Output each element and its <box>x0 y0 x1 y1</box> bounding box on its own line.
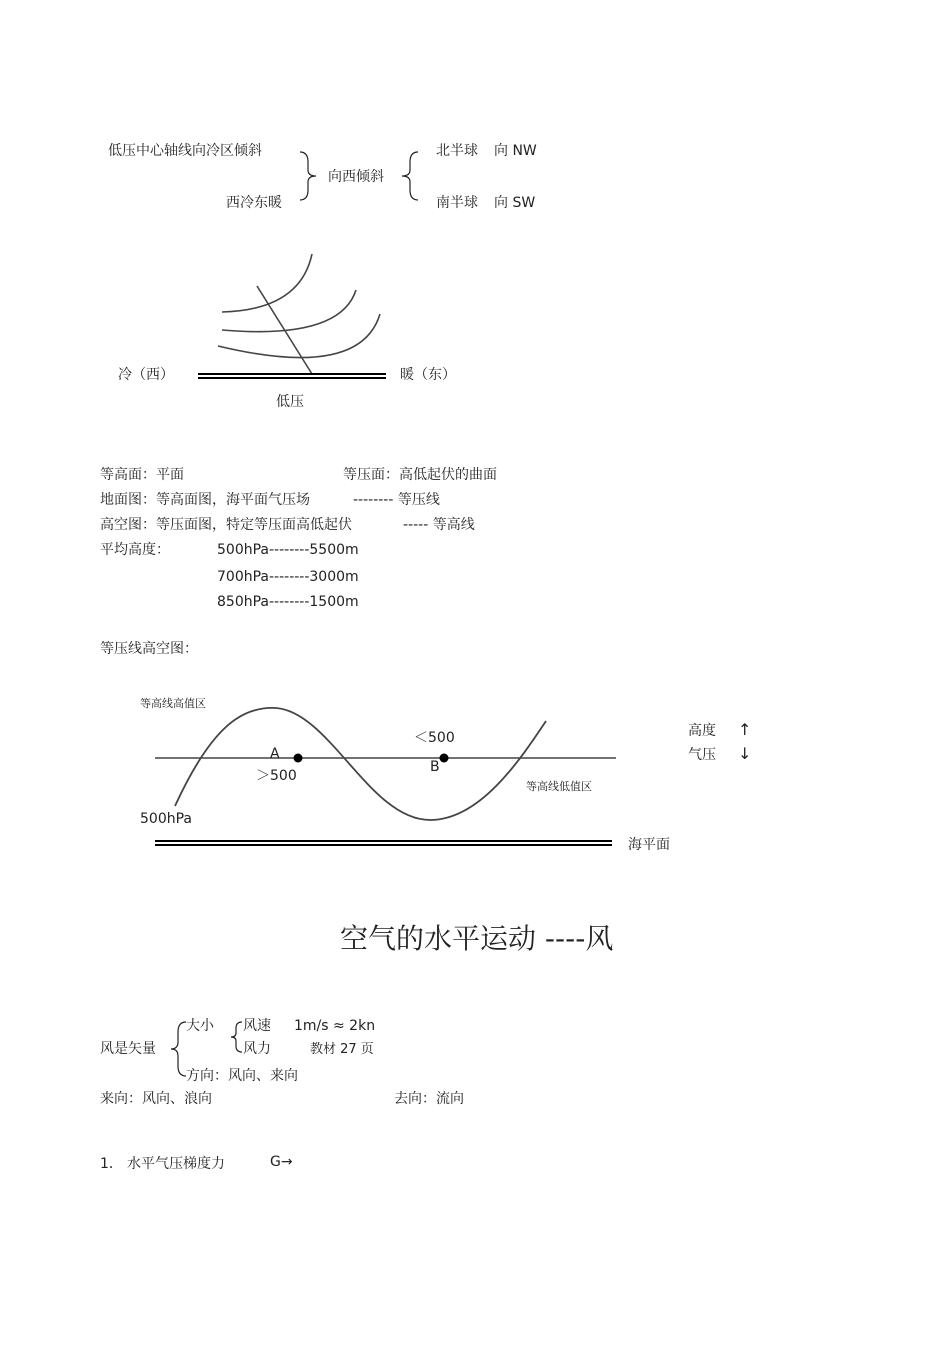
upper-map-line: 高空图：等压面图，特定等压面高低起伏 <box>100 517 352 533</box>
avg-row-700: 700hPa--------3000m <box>217 569 359 585</box>
brace-wind-inner <box>230 1020 244 1054</box>
avg-row-850: 850hPa--------1500m <box>217 594 359 610</box>
less-than-500-label: ＜500 <box>414 730 455 746</box>
equal-height-surface: 等高面：平面 <box>100 467 184 483</box>
down-arrow-icon: ↓ <box>738 744 752 763</box>
point-b-marker <box>440 754 449 763</box>
wind-to-line: 去向：流向 <box>394 1091 464 1107</box>
greater-than-500-label: ＞500 <box>256 768 297 784</box>
wind-speed-value: 1m/s ≈ 2kn <box>294 1018 376 1034</box>
tilt-left-top: 低压中心轴线向冷区倾斜 <box>108 143 262 159</box>
cold-west-label: 冷（西） <box>118 367 174 383</box>
wind-from-line: 来向：风向、浪向 <box>100 1091 212 1107</box>
avg-row-500: 500hPa--------5500m <box>217 542 359 558</box>
north-direction: 向 NW <box>494 143 537 159</box>
wind-speed-label: 风速 <box>243 1018 271 1034</box>
level-500hpa-label: 500hPa <box>140 811 192 827</box>
surface-map-line: 地面图：等高面图，海平面气压场 <box>100 492 310 508</box>
average-height-label: 平均高度： <box>100 542 170 558</box>
south-hemisphere-label: 南半球 <box>436 195 478 211</box>
height-label: 高度 <box>688 723 716 739</box>
gradient-force-symbol: G→ <box>270 1154 293 1170</box>
wind-vector-label: 风是矢量 <box>100 1041 156 1057</box>
north-hemisphere-label: 北半球 <box>436 143 478 159</box>
upper-map-contour: ----- 等高线 <box>403 517 475 533</box>
upper-chart-title: 等压线高空图： <box>100 641 198 657</box>
low-pressure-label: 低压 <box>276 394 304 410</box>
tilt-left-bottom: 西冷东暖 <box>226 195 282 211</box>
pressure-label: 气压 <box>688 747 716 763</box>
equal-pressure-surface: 等压面：高低起伏的曲面 <box>343 467 497 483</box>
sea-level-label: 海平面 <box>628 837 670 853</box>
point-b-label: B <box>430 759 440 775</box>
warm-east-label: 暖（东） <box>400 367 456 383</box>
wind-direction-line: 方向：风向、来向 <box>186 1068 298 1084</box>
up-arrow-icon: ↑ <box>738 720 752 739</box>
south-direction: 向 SW <box>494 195 536 211</box>
section-heading: 空气的水平运动 ----风 <box>340 922 614 955</box>
item-1-text: 水平气压梯度力 <box>127 1156 225 1172</box>
surface-map-isobar: -------- 等压线 <box>353 492 440 508</box>
textbook-page-note: 教材 27 页 <box>310 1042 374 1057</box>
pressure-surface-wave <box>175 708 546 820</box>
tilt-middle: 向西倾斜 <box>328 169 384 185</box>
item-1-number: 1． <box>100 1156 123 1172</box>
point-a-label: A <box>270 746 280 762</box>
wind-size-label: 大小 <box>186 1018 214 1034</box>
wind-force-label: 风力 <box>243 1041 271 1057</box>
contour-low-area-label: 等高线低值区 <box>526 780 592 793</box>
point-a-marker <box>294 754 303 763</box>
contour-high-area-label: 等高线高值区 <box>140 697 206 710</box>
